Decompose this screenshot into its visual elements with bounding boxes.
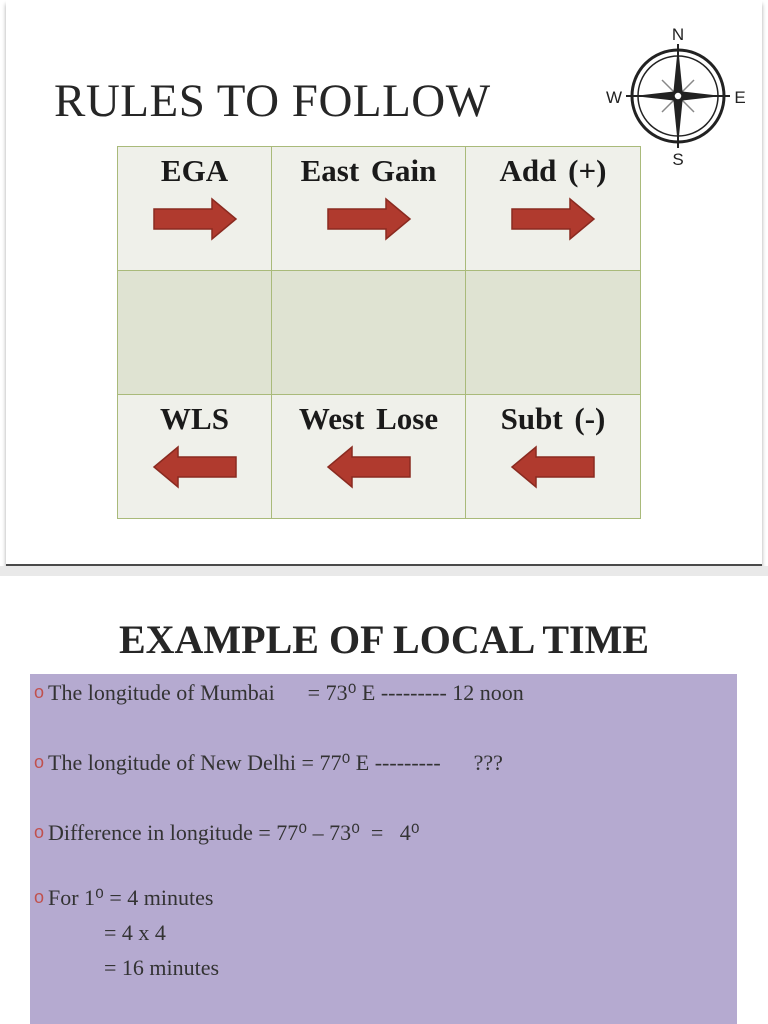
- list-item: [34, 885, 213, 911]
- table-row-east: [118, 147, 641, 271]
- table-row-empty: [118, 271, 641, 395]
- table-cell: [118, 395, 272, 519]
- slide-separator: [0, 566, 768, 576]
- cell-label: EGA: [160, 153, 229, 188]
- line-text: For 1⁰ = 4 minutes: [48, 885, 214, 910]
- table-row-west: [118, 395, 641, 519]
- left-arrow-icon: [152, 445, 238, 489]
- left-arrow-icon: [510, 445, 596, 489]
- cell-label: Subt (-): [500, 401, 606, 436]
- list-item: [34, 820, 420, 846]
- cell-label: West Lose: [298, 401, 439, 436]
- table-cell: [118, 147, 272, 271]
- cell-label: Add (+): [499, 153, 607, 188]
- slide-example: [6, 576, 762, 1024]
- line-text: Difference in longitude = 77⁰ – 73⁰ = 4⁰: [48, 820, 420, 845]
- list-item: [34, 680, 524, 706]
- table-cell: [272, 271, 466, 395]
- content-box: [30, 674, 737, 1024]
- right-arrow-icon: [510, 197, 596, 241]
- right-arrow-icon: [326, 197, 412, 241]
- table-cell: [272, 147, 466, 271]
- compass-north-label: N: [671, 25, 685, 44]
- compass-west-label: W: [605, 88, 623, 107]
- slide-title: RULES TO FOLLOW: [54, 75, 491, 127]
- compass-south-label: S: [672, 150, 684, 169]
- slide-rules: [6, 0, 762, 567]
- right-arrow-icon: [152, 197, 238, 241]
- rules-table: [117, 146, 641, 519]
- table-cell: [466, 271, 641, 395]
- left-arrow-icon: [326, 445, 412, 489]
- line-text: The longitude of New Delhi = 77⁰ E --------- ???: [48, 750, 503, 775]
- table-cell: [466, 147, 641, 271]
- calc-line: = 16 minutes: [104, 955, 220, 980]
- bullet-icon: o: [34, 682, 45, 702]
- table-cell: [118, 271, 272, 395]
- table-cell: [272, 395, 466, 519]
- slide-title: EXAMPLE OF LOCAL TIME: [118, 617, 650, 662]
- bullet-icon: o: [34, 822, 45, 842]
- compass-east-label: E: [734, 88, 746, 107]
- line-text: The longitude of Mumbai = 73⁰ E --------- 12 noon: [48, 680, 524, 705]
- bullet-icon: o: [34, 752, 45, 772]
- cell-label: WLS: [160, 401, 229, 436]
- calc-line: = 4 x 4: [104, 920, 166, 945]
- bullet-icon: o: [34, 887, 45, 907]
- list-item: [34, 750, 503, 776]
- table-cell: [466, 395, 641, 519]
- cell-label: East Gain: [300, 153, 437, 188]
